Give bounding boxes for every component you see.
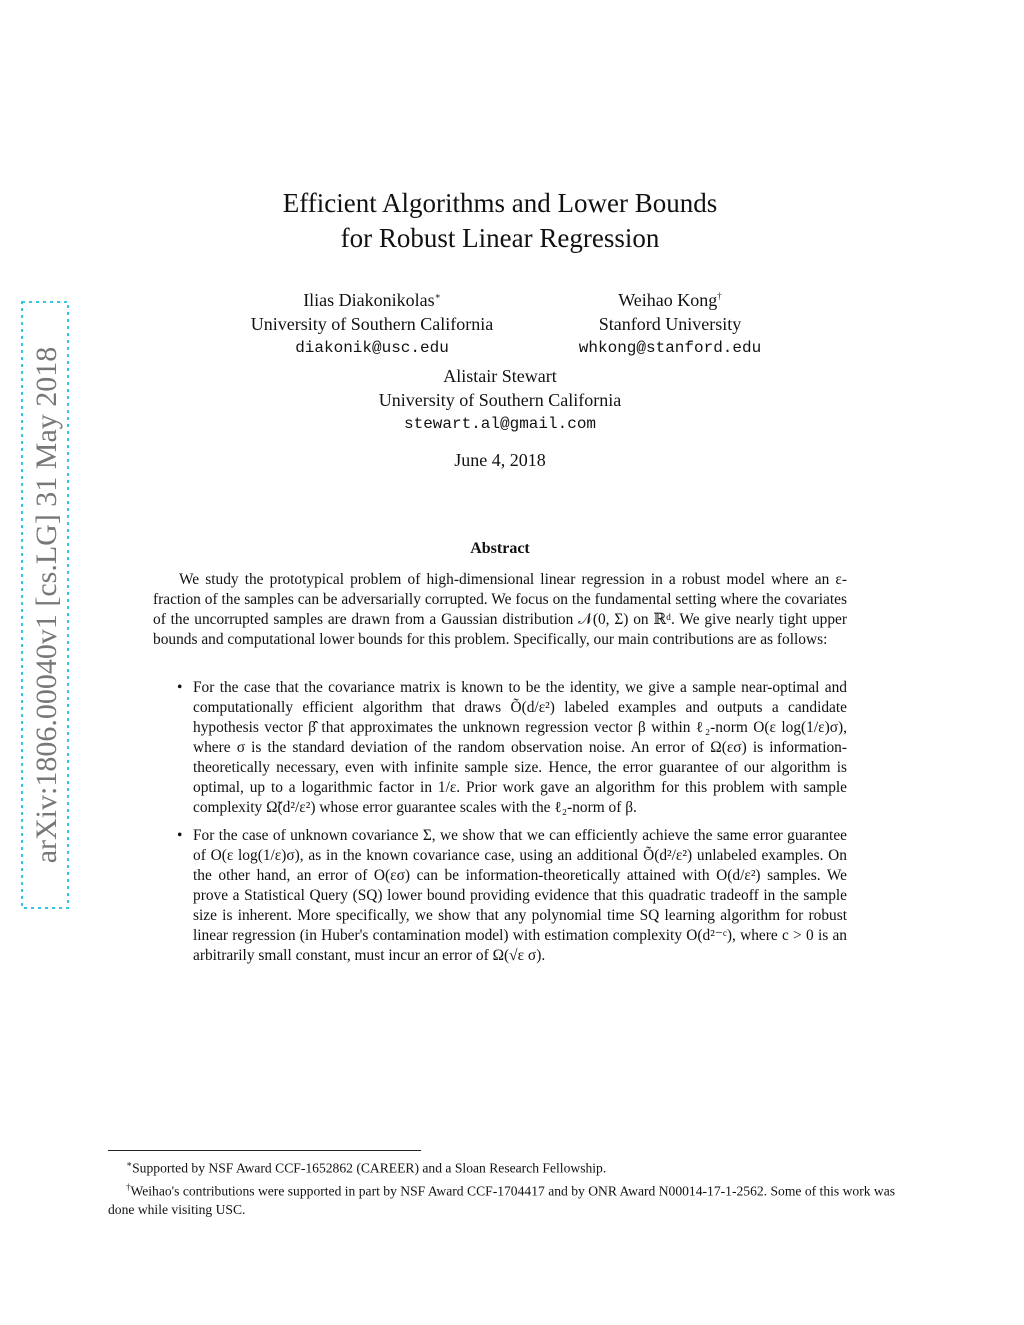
bullet-marker: • <box>177 827 183 844</box>
footnotes <box>108 1155 898 1219</box>
contribution-text-2: For the case of unknown covariance Σ, we show that we can efficiently achieve the same error guarantee of O(ε log(1/ε)σ), as in the known covariance case, using an additional Õ(d²/ε²) unlabeled examples. On the other hand, an error of O(εσ) can be information-theoretically attained with O(d/ε²) samples. We prove a Statistical Query (SQ) lower bound providing evidence that this quadratic tradeoff in the sample size is inherent. More specifically, we show that any polynomial time SQ learning algorithm for robust linear regression (in Huber's contamination model) with estimation complexity O(d²⁻ᶜ), where c > 0 is an arbitrarily small constant, must incur an error of Ω(√ε σ). <box>193 827 847 964</box>
title-line-1: Efficient Algorithms and Lower Bounds <box>282 188 718 218</box>
author-2-mark: † <box>717 291 722 301</box>
author-2 <box>550 284 790 360</box>
author-2-affiliation: Stanford University <box>598 314 742 334</box>
author-3-email[interactable]: stewart.al@gmail.com <box>403 415 597 433</box>
author-1-mark: ∗ <box>434 291 441 301</box>
author-1 <box>212 284 532 360</box>
paper-date: June 4, 2018 <box>454 450 546 470</box>
author-3-name: Alistair Stewart <box>443 366 557 386</box>
abstract-paragraph: We study the prototypical problem of high-dimensional linear regression in a robust model where an ε-fraction of the samples can be adversarially corrupted. We focus on the fundamental setting where the covariates of the uncorrupted samples are drawn from a Gaussian distribution 𝒩(0, Σ) on ℝᵈ. We give nearly tight upper bounds and computational lower bounds for this problem. Specifically, our main contributions are as follows: <box>153 571 847 648</box>
author-2-name: Weihao Kong <box>618 290 718 310</box>
author-1-email[interactable]: diakonik@usc.edu <box>295 339 449 357</box>
author-3 <box>0 364 1000 436</box>
contribution-text-1: For the case that the covariance matrix is known to be the identity, we give a sample near-optimal and computationally efficient algorithm that draws Õ(d/ε²) labeled examples and outputs a candidate hypothesis vector β̂ that approximates the unknown regression vector β within ℓ₂-norm O(ε log(1/ε)σ), where σ is the standard deviation of the random observation noise. An error of Ω(εσ) is information-theoretically necessary, even with infinite sample size. Hence, the error guarantee of our algorithm is optimal, up to a logarithmic factor in 1/ε. Prior work gave an algorithm for this problem with sample complexity Ω̃(d²/ε²) whose error guarantee scales with the ℓ₂-norm of β. <box>193 679 847 816</box>
paper-title <box>0 186 1000 256</box>
abstract-heading: Abstract <box>470 540 530 557</box>
footnote-2-text: Weihao's contributions were supported in part by NSF Award CCF-1704417 and by ONR Award N00014-17-1-2562. Some of this work was done while visiting USC. <box>108 1183 896 1218</box>
footnote-1-text: Supported by NSF Award CCF-1652862 (CAREER) and a Sloan Research Fellowship. <box>132 1160 607 1176</box>
footnote-2 <box>108 1178 898 1220</box>
contribution-item-2 <box>153 826 847 966</box>
bullet-marker: • <box>177 679 183 696</box>
author-2-email[interactable]: whkong@stanford.edu <box>578 339 762 357</box>
author-1-name: Ilias Diakonikolas <box>303 290 435 310</box>
footnote-2-mark: † <box>126 1181 131 1192</box>
contribution-item-1 <box>153 678 847 818</box>
arxiv-id-text: arXiv:1806.00040v1 [cs.LG] 31 May 2018 <box>30 346 63 864</box>
abstract-body <box>153 570 847 650</box>
contribution-list <box>153 678 847 974</box>
footnote-1 <box>108 1155 898 1178</box>
footnote-rule <box>108 1150 421 1151</box>
footnote-1-mark: ∗ <box>126 1159 133 1169</box>
title-line-2: for Robust Linear Regression <box>340 223 660 253</box>
author-3-affiliation: University of Southern California <box>378 390 622 410</box>
author-1-affiliation: University of Southern California <box>250 314 494 334</box>
